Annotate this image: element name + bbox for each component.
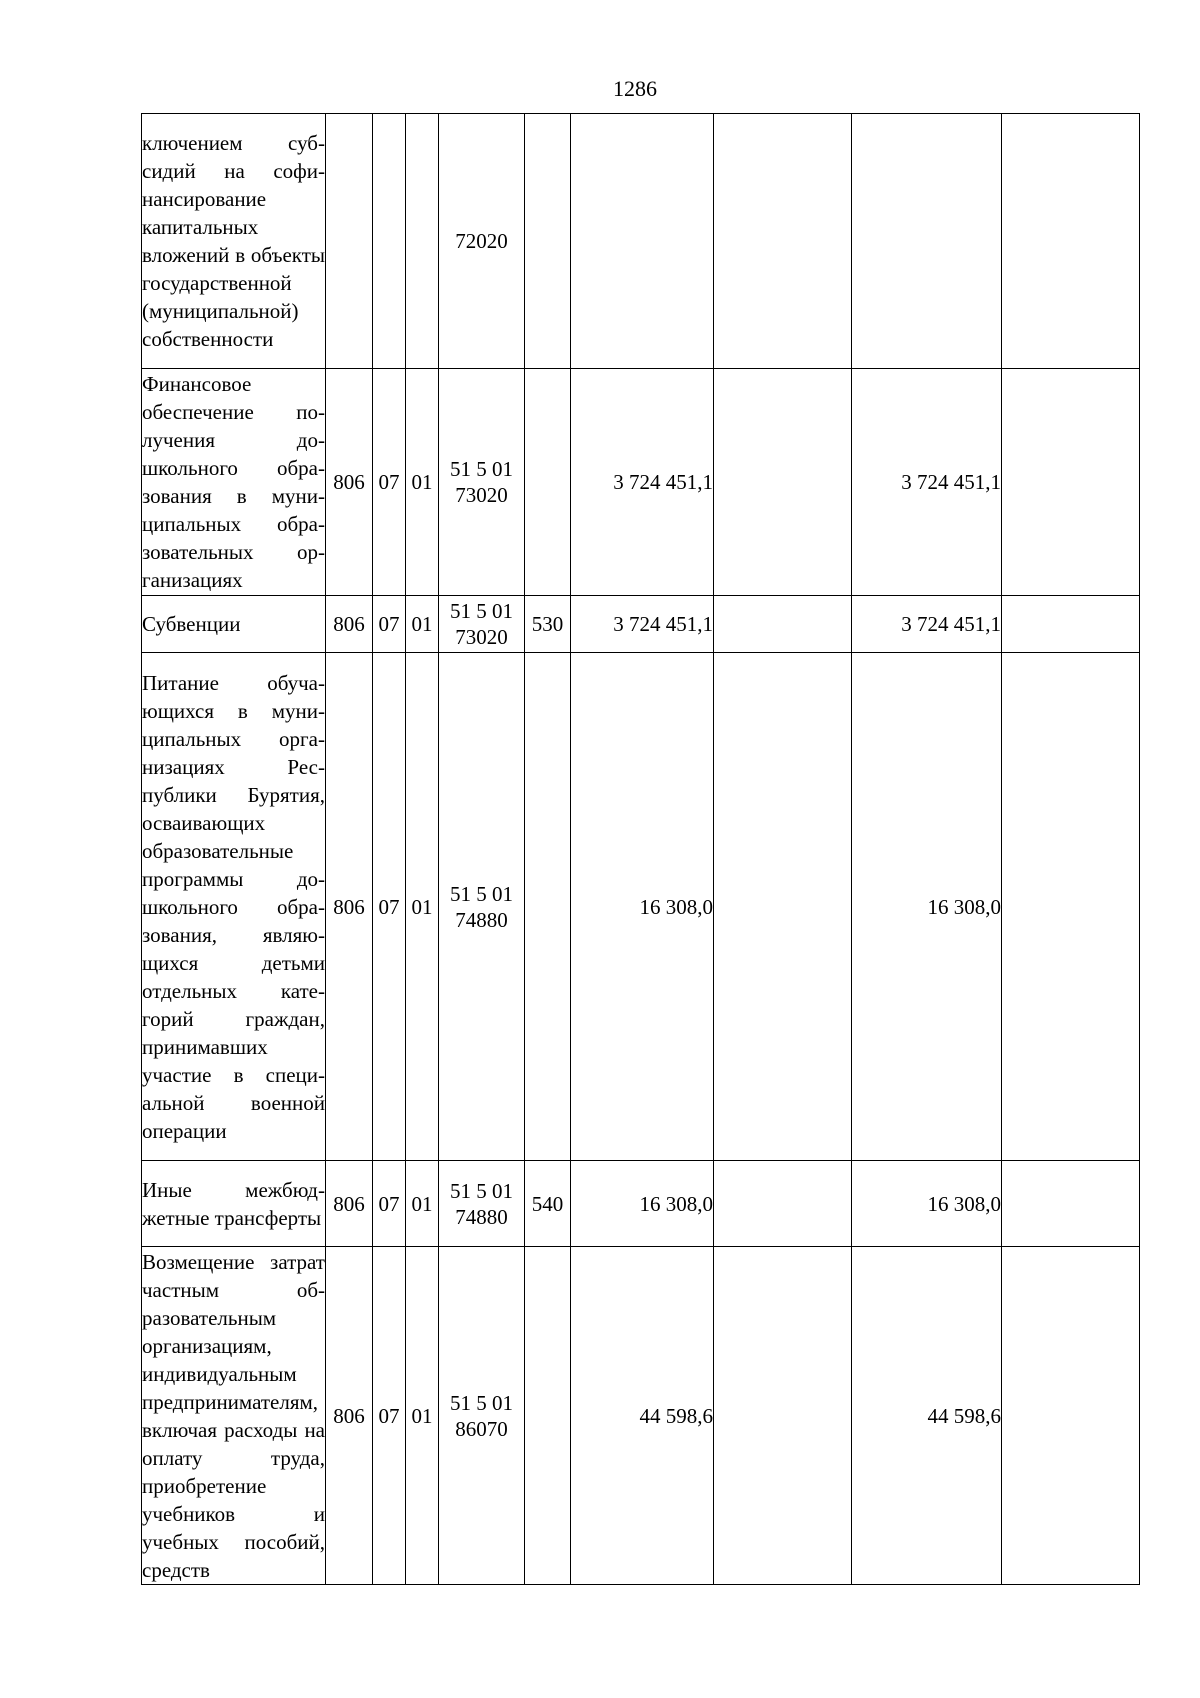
subsection-code: 01 — [406, 1161, 439, 1247]
row-name: Субвенции — [142, 596, 326, 653]
amount-col8: 16 308,0 — [852, 653, 1002, 1161]
ministry-code: 806 — [326, 1161, 373, 1247]
ministry-code: 806 — [326, 1247, 373, 1585]
ministry-code: 806 — [326, 653, 373, 1161]
amount-col9 — [1002, 1161, 1140, 1247]
amount-col8: 3 724 451,1 — [852, 369, 1002, 596]
expense-type-code — [525, 1247, 571, 1585]
section-code: 07 — [373, 653, 406, 1161]
amount-col8: 44 598,6 — [852, 1247, 1002, 1585]
amount-col9 — [1002, 653, 1140, 1161]
amount-col7 — [714, 114, 852, 369]
target-article-code: 72020 — [439, 114, 525, 369]
row-name: Финансовое обеспечение получения дошкольного образования в муниципальных образовательных организациях — [142, 369, 326, 596]
section-code: 07 — [373, 369, 406, 596]
expense-type-code — [525, 653, 571, 1161]
table-row — [142, 653, 1140, 1161]
subsection-code: 01 — [406, 596, 439, 653]
section-code: 07 — [373, 1161, 406, 1247]
amount-col8: 3 724 451,1 — [852, 596, 1002, 653]
row-name: ключением субсидий на софинансирование капитальных вложений в объекты государственной (муниципальной) собственности — [142, 114, 326, 369]
table-row — [142, 596, 1140, 653]
amount-col7 — [714, 1161, 852, 1247]
row-name: Возмещение затрат частным образовательным организациям, индивидуальным предпринимателям, включая расходы на оплату труда, приобретение учебников и учебных пособий, средств — [142, 1247, 326, 1585]
row-name: Питание обучающихся в муниципальных организациях Республики Бурятия, осваивающих образовательные программы дошкольного образования, являющихся детьми отдельных категорий граждан, принимавших участие в специальной военной операции — [142, 653, 326, 1161]
ministry-code: 806 — [326, 596, 373, 653]
section-code: 07 — [373, 596, 406, 653]
table-row — [142, 369, 1140, 596]
expense-type-code: 540 — [525, 1161, 571, 1247]
amount-total: 3 724 451,1 — [571, 369, 714, 596]
ministry-code — [326, 114, 373, 369]
amount-col7 — [714, 596, 852, 653]
table-row — [142, 1247, 1140, 1585]
expense-type-code: 530 — [525, 596, 571, 653]
amount-col9 — [1002, 369, 1140, 596]
subsection-code: 01 — [406, 653, 439, 1161]
expense-type-code — [525, 114, 571, 369]
amount-col8: 16 308,0 — [852, 1161, 1002, 1247]
subsection-code — [406, 114, 439, 369]
amount-total: 16 308,0 — [571, 653, 714, 1161]
amount-col9 — [1002, 1247, 1140, 1585]
amount-total: 44 598,6 — [571, 1247, 714, 1585]
amount-col8 — [852, 114, 1002, 369]
amount-col7 — [714, 369, 852, 596]
row-name: Иные межбюджетные трансферты — [142, 1161, 326, 1247]
amount-col7 — [714, 1247, 852, 1585]
amount-total — [571, 114, 714, 369]
amount-col9 — [1002, 114, 1140, 369]
amount-col9 — [1002, 596, 1140, 653]
section-code — [373, 114, 406, 369]
budget-table — [141, 113, 1140, 1585]
target-article-code: 51 5 01 86070 — [439, 1247, 525, 1585]
subsection-code: 01 — [406, 1247, 439, 1585]
amount-total: 3 724 451,1 — [571, 596, 714, 653]
ministry-code: 806 — [326, 369, 373, 596]
amount-total: 16 308,0 — [571, 1161, 714, 1247]
subsection-code: 01 — [406, 369, 439, 596]
target-article-code: 51 5 01 73020 — [439, 596, 525, 653]
expense-type-code — [525, 369, 571, 596]
table-row — [142, 1161, 1140, 1247]
page-number: 1286 — [613, 76, 657, 101]
target-article-code: 51 5 01 74880 — [439, 1161, 525, 1247]
amount-col7 — [714, 653, 852, 1161]
target-article-code: 51 5 01 73020 — [439, 369, 525, 596]
table-row — [142, 114, 1140, 369]
target-article-code: 51 5 01 74880 — [439, 653, 525, 1161]
section-code: 07 — [373, 1247, 406, 1585]
